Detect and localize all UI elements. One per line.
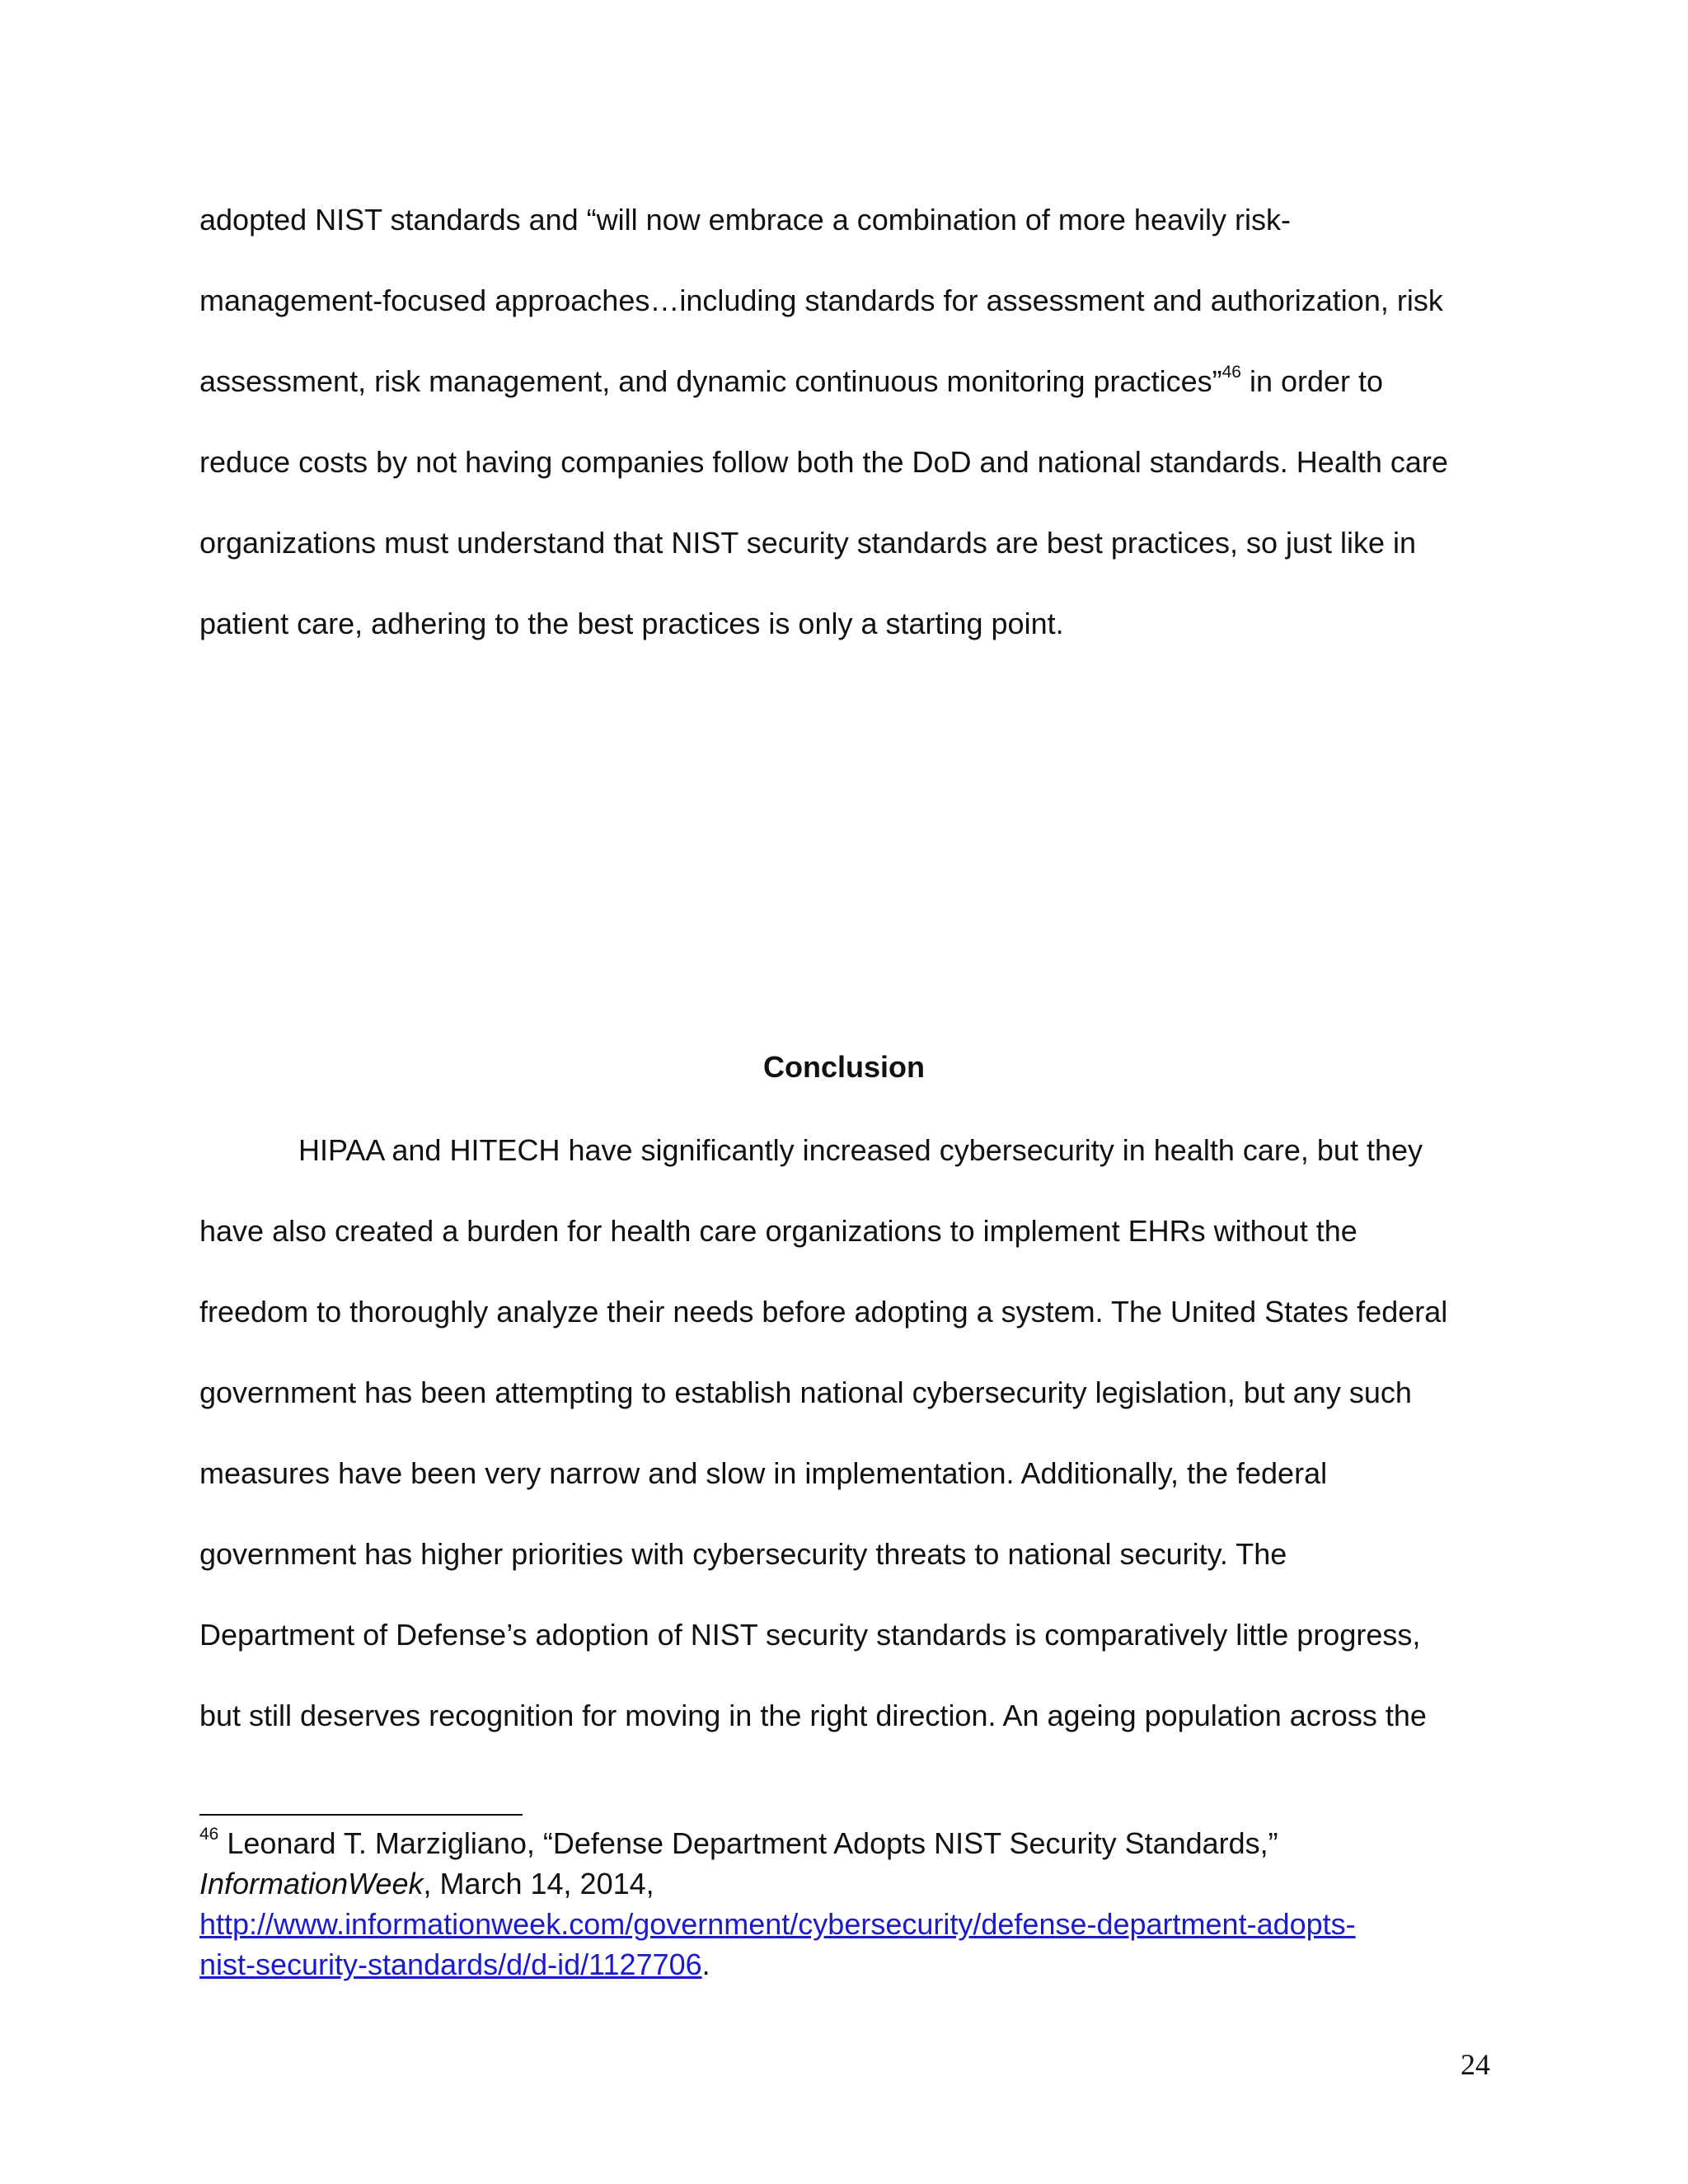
text-line: adopted NIST standards and “will now embrace a combination of more heavily risk- bbox=[199, 203, 1291, 237]
text-line: HIPAA and HITECH have significantly increased cybersecurity in health care, but they bbox=[298, 1133, 1423, 1167]
text-line bbox=[199, 341, 1493, 422]
section-heading: Conclusion bbox=[763, 1050, 925, 1084]
paragraph-continuation bbox=[199, 180, 1493, 664]
page-number: 24 bbox=[1461, 2048, 1490, 2081]
footnote-line bbox=[199, 1944, 1518, 1985]
text-line-part: in order to bbox=[1240, 364, 1384, 398]
footnote bbox=[199, 1823, 1518, 1985]
footnote-line bbox=[199, 1823, 1518, 1863]
footnote-citation: Leonard T. Marzigliano, “Defense Department Adopts NIST Security Standards,” bbox=[218, 1826, 1278, 1860]
text-line: measures have been very narrow and slow in implementation. Additionally, the federal bbox=[199, 1456, 1328, 1490]
footnote-publication: InformationWeek bbox=[199, 1867, 424, 1900]
text-line: reduce costs by not having companies follow both the DoD and national standards. Health care bbox=[199, 445, 1448, 479]
footnote-number: 46 bbox=[199, 1825, 219, 1844]
text-line: government has higher priorities with cybersecurity threats to national security. The bbox=[199, 1537, 1287, 1571]
text-line: management-focused approaches…including standards for assessment and authorization, risk bbox=[199, 284, 1443, 317]
footnote-reference[interactable]: 46 bbox=[1221, 363, 1241, 382]
footnote-separator bbox=[199, 1814, 523, 1816]
footnote-line bbox=[199, 1904, 1518, 1944]
text-line: Department of Defense’s adoption of NIST security standards is comparatively little progress, bbox=[199, 1618, 1421, 1652]
footnote-link[interactable]: http://www.informationweek.com/government/cybersecurity/defense-department-adopts- bbox=[199, 1907, 1356, 1941]
footnote-period: . bbox=[701, 1947, 710, 1981]
text-line: have also created a burden for health care organizations to implement EHRs without the bbox=[199, 1214, 1357, 1248]
paragraph-conclusion bbox=[199, 1110, 1493, 1756]
text-line: but still deserves recognition for moving in the right direction. An ageing population across the bbox=[199, 1699, 1427, 1732]
text-line: organizations must understand that NIST security standards are best practices, so just like in bbox=[199, 526, 1417, 560]
text-line: freedom to thoroughly analyze their needs before adopting a system. The United States federal bbox=[199, 1295, 1448, 1329]
footnote-line bbox=[199, 1863, 1518, 1904]
footnote-date: , March 14, 2014, bbox=[423, 1867, 654, 1900]
text-line: patient care, adhering to the best practices is only a starting point. bbox=[199, 607, 1064, 640]
text-line: government has been attempting to establish national cybersecurity legislation, but any such bbox=[199, 1376, 1412, 1409]
text-line-part: assessment, risk management, and dynamic continuous monitoring practices” bbox=[199, 364, 1222, 398]
footnote-link[interactable]: nist-security-standards/d/d-id/1127706 bbox=[199, 1947, 702, 1981]
